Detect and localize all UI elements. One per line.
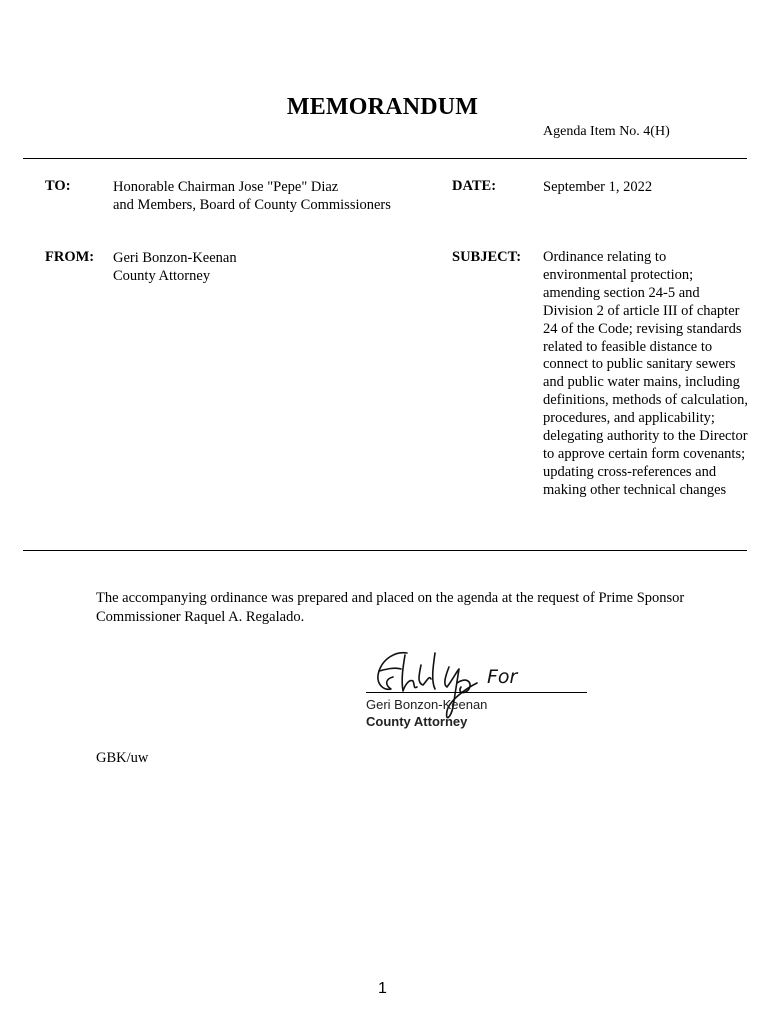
from-sender-name: Geri Bonzon-Keenan	[113, 250, 237, 266]
signature-for-note: For	[487, 666, 518, 688]
signatory-name: Geri Bonzon-Keenan	[366, 697, 488, 712]
top-divider	[23, 158, 747, 159]
body-paragraph: The accompanying ordinance was prepared and placed on the agenda at the request of Prime Sponsor Commissioner Raquel A. Regalado.	[96, 590, 685, 625]
to-recipient-line2: and Members, Board of County Commissioners	[113, 197, 391, 213]
signature-line	[366, 692, 587, 693]
from-sender-title: County Attorney	[113, 268, 211, 284]
signatory-title: County Attorney	[366, 714, 468, 729]
to-label: TO:	[45, 178, 71, 194]
date-value: September 1, 2022	[543, 179, 653, 195]
from-label: FROM:	[45, 249, 95, 265]
subject-label: SUBJECT:	[452, 249, 522, 265]
agenda-item-number: Agenda Item No. 4(H)	[543, 124, 670, 139]
subject-value: Ordinance relating to environmental protection; amending section 24-5 and Division 2 of article III of chapter 24 of the Code; revising standards related to feasible distance to connect to public sanitary sewers and public water mains, including definitions, methods of calculation, procedures, and applicability; delegating authority to the Director to approve certain form covenants; updating cross-references and making other technical changes	[543, 249, 748, 498]
date-label: DATE:	[452, 178, 497, 194]
typist-initials: GBK/uw	[96, 750, 149, 766]
page-number: 1	[378, 980, 387, 997]
bottom-divider	[23, 550, 747, 551]
memo-title: MEMORANDUM	[286, 94, 479, 120]
to-recipient-line1: Honorable Chairman Jose "Pepe" Diaz	[113, 179, 339, 195]
